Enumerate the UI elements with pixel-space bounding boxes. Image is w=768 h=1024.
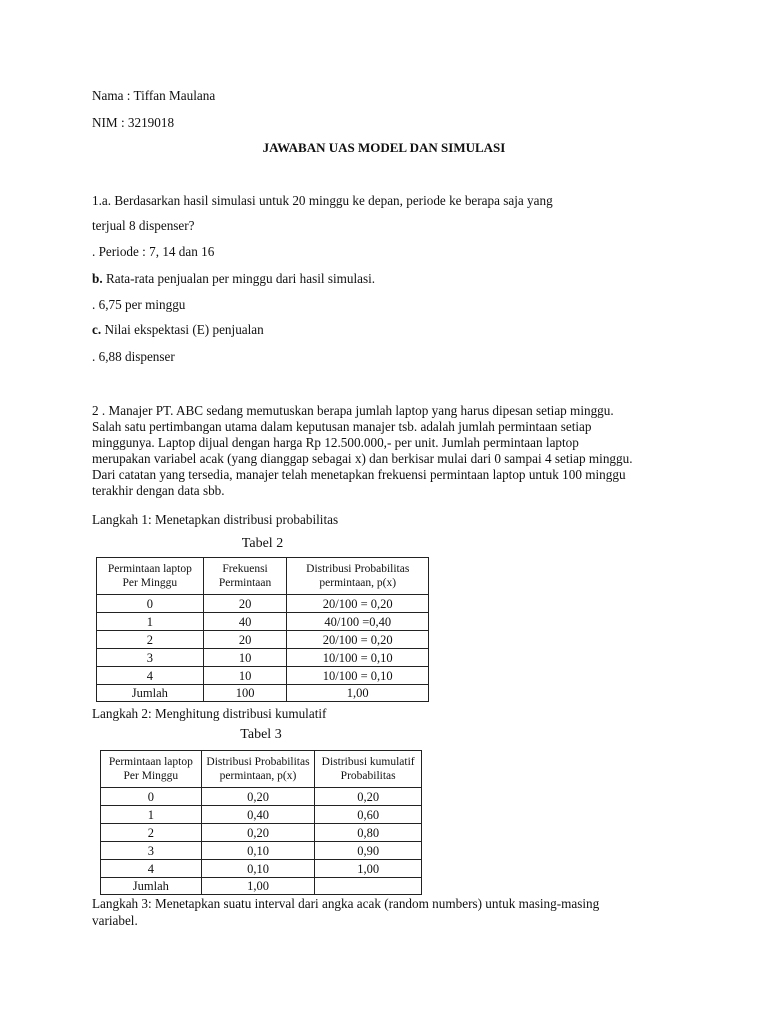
table-cell: Jumlah (97, 685, 204, 702)
table-cell: 10 (203, 649, 287, 667)
table-cell: 0 (101, 788, 202, 806)
step3-line1: Langkah 3: Menetapkan suatu interval dari angka acak (random numbers) untuk masing-masing (92, 896, 600, 911)
header-text: Distribusi Probabilitas permintaan, p(x) (206, 756, 310, 782)
q1c-answer: . 6,88 dispenser (92, 349, 175, 364)
table-cell: 20 (203, 631, 287, 649)
q1c-text: Nilai ekspektasi (E) penjualan (101, 322, 264, 337)
header-text: Frekuensi Permintaan (218, 563, 272, 589)
header-text: Distribusi kumulatif Probabilitas (321, 756, 415, 782)
q2-paragraph (92, 403, 633, 499)
table-cell: 1 (101, 806, 202, 824)
q1a-question-line2: terjual 8 dispenser? (92, 218, 195, 233)
table-cell: 1,00 (287, 685, 429, 702)
table-cell: 1,00 (201, 878, 315, 895)
header-text: Distribusi Probabilitas permintaan, p(x) (306, 563, 410, 589)
table-header-cell (201, 751, 315, 788)
table-cell: 2 (101, 824, 202, 842)
table-cell: 0,90 (315, 842, 422, 860)
table-cell: 0 (97, 595, 204, 613)
table-cell: 20/100 = 0,20 (287, 595, 429, 613)
table-row (97, 649, 429, 667)
q1b-text: Rata-rata penjualan per minggu dari hasil simulasi. (102, 271, 376, 286)
table-row (101, 842, 422, 860)
table-cell: 2 (97, 631, 204, 649)
table-row (101, 860, 422, 878)
table-row (97, 613, 429, 631)
q2-line: merupakan variabel acak (yang dianggap sebagai x) dan berkisar mulai dari 0 sampai 4 setiap minggu. (92, 451, 633, 466)
table-cell (315, 878, 422, 895)
table-cell: 0,20 (201, 788, 315, 806)
table-total-row (101, 878, 422, 895)
q2-line: Dari catatan yang tersedia, manajer telah menetapkan frekuensi permintaan laptop untuk 100 minggu (92, 467, 626, 482)
header-text: Permintaan laptop Per Minggu (108, 756, 193, 782)
table-cell: 3 (101, 842, 202, 860)
table2-title: Tabel 2 (241, 536, 284, 551)
table3 (100, 750, 422, 895)
table-cell: 20 (203, 595, 287, 613)
table-cell: Jumlah (101, 878, 202, 895)
table-cell: 10/100 = 0,10 (287, 649, 429, 667)
table-header-cell (97, 558, 204, 595)
q1a-question-line1: 1.a. Berdasarkan hasil simulasi untuk 20 minggu ke depan, periode ke berapa saja yang (92, 193, 553, 208)
header-text: Permintaan laptop Per Minggu (107, 563, 192, 589)
step2-label: Langkah 2: Menghitung distribusi kumulatif (92, 706, 327, 721)
q1b-answer: . 6,75 per minggu (92, 297, 186, 312)
q2-line: Salah satu pertimbangan utama dalam keputusan manajer tsb. adalah jumlah permintaan setiap (92, 419, 592, 434)
step3-line2: variabel. (92, 913, 138, 928)
table-cell: 0,40 (201, 806, 315, 824)
table-cell: 3 (97, 649, 204, 667)
table-header-row (101, 751, 422, 788)
table-cell: 10/100 = 0,10 (287, 667, 429, 685)
table-row (97, 631, 429, 649)
table-row (97, 667, 429, 685)
table-header-row (97, 558, 429, 595)
table-cell: 20/100 = 0,20 (287, 631, 429, 649)
table-header-cell (101, 751, 202, 788)
table-cell: 4 (97, 667, 204, 685)
table-header-cell (315, 751, 422, 788)
table-cell: 0,20 (315, 788, 422, 806)
table-cell: 1,00 (315, 860, 422, 878)
table-cell: 0,10 (201, 842, 315, 860)
table-cell: 4 (101, 860, 202, 878)
q2-line: terakhir dengan data sbb. (92, 483, 225, 498)
table2 (96, 557, 429, 702)
table-cell: 1 (97, 613, 204, 631)
student-nim: NIM : 3219018 (92, 115, 175, 130)
table3-title: Tabel 3 (240, 727, 282, 742)
q1c-prefix: c. (92, 322, 102, 337)
page-title: JAWABAN UAS MODEL DAN SIMULASI (262, 140, 506, 155)
table-total-row (97, 685, 429, 702)
table-cell: 0,10 (201, 860, 315, 878)
table-cell: 0,60 (315, 806, 422, 824)
table-cell: 0,20 (201, 824, 315, 842)
table-row (101, 788, 422, 806)
q2-line: minggunya. Laptop dijual dengan harga Rp 12.500.000,- per unit. Jumlah permintaan laptop (92, 435, 579, 450)
table-row (97, 595, 429, 613)
table-cell: 0,80 (315, 824, 422, 842)
student-name: Nama : Tiffan Maulana (92, 88, 216, 103)
table-row (101, 824, 422, 842)
q1a-answer: . Periode : 7, 14 dan 16 (92, 244, 215, 259)
step1-label: Langkah 1: Menetapkan distribusi probabilitas (92, 512, 339, 527)
table-header-cell (287, 558, 429, 595)
table-header-cell (203, 558, 287, 595)
q1c-question (92, 322, 264, 338)
q1b-question (92, 271, 375, 287)
table-cell: 100 (203, 685, 287, 702)
table-cell: 10 (203, 667, 287, 685)
q2-line: 2 . Manajer PT. ABC sedang memutuskan berapa jumlah laptop yang harus dipesan setiap minggu. (92, 403, 614, 418)
table-cell: 40/100 =0,40 (287, 613, 429, 631)
q1b-prefix: b. (92, 271, 103, 286)
table-cell: 40 (203, 613, 287, 631)
table-row (101, 806, 422, 824)
